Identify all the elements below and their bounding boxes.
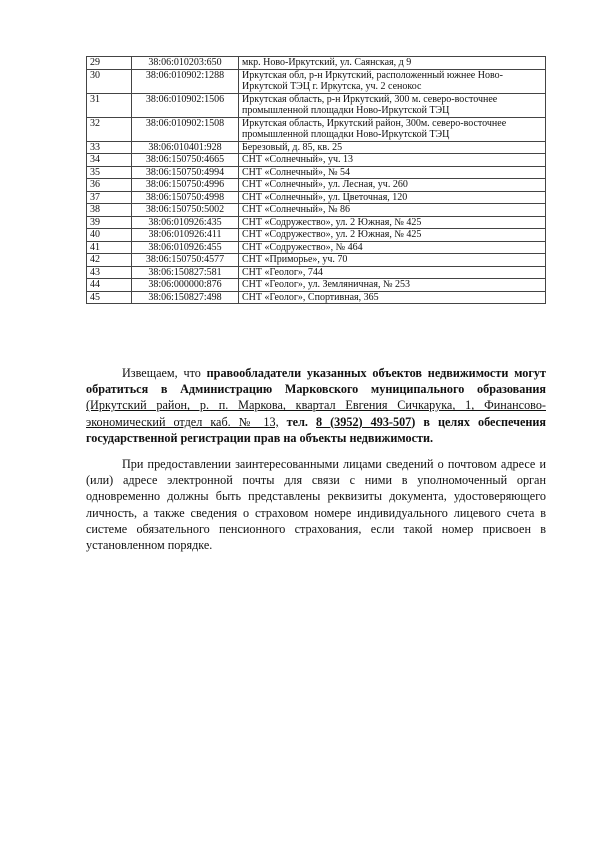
table-body (87, 57, 546, 304)
row-number: 34 (87, 154, 132, 167)
cadastral-number: 38:06:010902:1288 (132, 69, 239, 93)
object-address: Иркутская область, р-н Иркутский, 300 м. северо-восточнее промышленной площадки Ново-Иркутской ТЭЦ (239, 93, 546, 117)
cadastral-number: 38:06:010902:1508 (132, 117, 239, 141)
notice-intro: Извещаем, что (122, 366, 207, 380)
cadastral-number: 38:06:150750:4994 (132, 166, 239, 179)
row-number: 31 (87, 93, 132, 117)
cadastral-number: 38:06:000000:876 (132, 279, 239, 292)
cadastral-number: 38:06:010926:411 (132, 229, 239, 242)
object-address: СНТ «Содружество», № 464 (239, 241, 546, 254)
table-row (87, 291, 546, 304)
object-address: СНТ «Геолог», Спортивная, 365 (239, 291, 546, 304)
object-address: СНТ «Солнечный», № 54 (239, 166, 546, 179)
object-address: СНТ «Приморье», уч. 70 (239, 254, 546, 267)
table-row (87, 117, 546, 141)
object-address: Иркутская область, Иркутский район, 300м. северо-восточнее промышленной площадки Ново-Иркутской ТЭЦ (239, 117, 546, 141)
cadastral-number: 38:06:150827:581 (132, 266, 239, 279)
object-address: СНТ «Геолог», 744 (239, 266, 546, 279)
table-row (87, 266, 546, 279)
notice-rightholders: правообладатели указанных объектов недвижимости могут обратиться в Администрацию Марковского муниципального образования (86, 366, 546, 397)
cadastral-number: 38:06:150750:4577 (132, 254, 239, 267)
table-row (87, 191, 546, 204)
cadastral-number: 38:06:150750:4996 (132, 179, 239, 192)
table-row (87, 279, 546, 292)
cadastral-number: 38:06:150750:4998 (132, 191, 239, 204)
object-address: СНТ «Геолог», ул. Земляничная, № 253 (239, 279, 546, 292)
property-objects-table (86, 56, 546, 304)
row-number: 36 (87, 179, 132, 192)
table-row (87, 93, 546, 117)
object-address: СНТ «Солнечный», ул. Цветочная, 120 (239, 191, 546, 204)
cadastral-number: 38:06:010926:435 (132, 216, 239, 229)
table-row (87, 254, 546, 267)
row-number: 29 (87, 57, 132, 70)
table-row (87, 229, 546, 242)
notice-phone: 8 (3952) 493-507 (316, 414, 412, 429)
table-row (87, 69, 546, 93)
object-address: Иркутская обл, р-н Иркутский, расположенный южнее Ново-Иркутской ТЭЦ г. Иркутска, уч. 2 сенокос (239, 69, 546, 93)
cadastral-number: 38:06:150750:4665 (132, 154, 239, 167)
cadastral-number: 38:06:010926:455 (132, 241, 239, 254)
table-row (87, 204, 546, 217)
object-address: Березовый, д. 85, кв. 25 (239, 141, 546, 154)
table-row (87, 141, 546, 154)
notice-space-2 (279, 415, 287, 429)
table-row (87, 166, 546, 179)
row-number: 43 (87, 266, 132, 279)
row-number: 37 (87, 191, 132, 204)
notice-paragraph (86, 365, 546, 446)
cadastral-number: 38:06:150750:5002 (132, 204, 239, 217)
table-row (87, 179, 546, 192)
requirements-text: При предоставлении заинтересованными лицами сведений о почтовом адресе и (или) адресе электронной почты для связи с ними в уполномоченный орган одновременно должны быть представлены реквизиты документа, удостоверяющего личность, а также сведения о страховом номере индивидуального лицевого счета в системе обязательного пенсионного страхования, если такой номер присвоен в установленном порядке. (86, 457, 546, 553)
row-number: 42 (87, 254, 132, 267)
object-address: СНТ «Солнечный», № 86 (239, 204, 546, 217)
table-row (87, 216, 546, 229)
table-row (87, 154, 546, 167)
table-row (87, 241, 546, 254)
object-address: СНТ «Солнечный», ул. Лесная, уч. 260 (239, 179, 546, 192)
object-address: СНТ «Содружество», ул. 2 Южная, № 425 (239, 216, 546, 229)
row-number: 45 (87, 291, 132, 304)
object-address: СНТ «Содружество», ул. 2 Южная, № 425 (239, 229, 546, 242)
row-number: 32 (87, 117, 132, 141)
notice-purpose: ) в целях обеспечения государственной регистрации прав на объекты недвижимости. (86, 414, 547, 445)
row-number: 38 (87, 204, 132, 217)
cadastral-number: 38:06:010902:1506 (132, 93, 239, 117)
row-number: 41 (87, 241, 132, 254)
notice-phone-label: тел. (286, 414, 316, 429)
cadastral-number: 38:06:010203:650 (132, 57, 239, 70)
notice-address: (Иркутский район, р. п. Маркова, квартал Евгения Сичкарука, 1, Финансово-экономический отдел каб. № 13, (86, 398, 546, 429)
table-row (87, 57, 546, 70)
cadastral-number: 38:06:150827:498 (132, 291, 239, 304)
row-number: 44 (87, 279, 132, 292)
cadastral-number: 38:06:010401:928 (132, 141, 239, 154)
object-address: мкр. Ново-Иркутский, ул. Саянская, д 9 (239, 57, 546, 70)
row-number: 35 (87, 166, 132, 179)
requirements-paragraph (86, 456, 546, 553)
row-number: 30 (87, 69, 132, 93)
row-number: 33 (87, 141, 132, 154)
row-number: 40 (87, 229, 132, 242)
object-address: СНТ «Солнечный», уч. 13 (239, 154, 546, 167)
row-number: 39 (87, 216, 132, 229)
